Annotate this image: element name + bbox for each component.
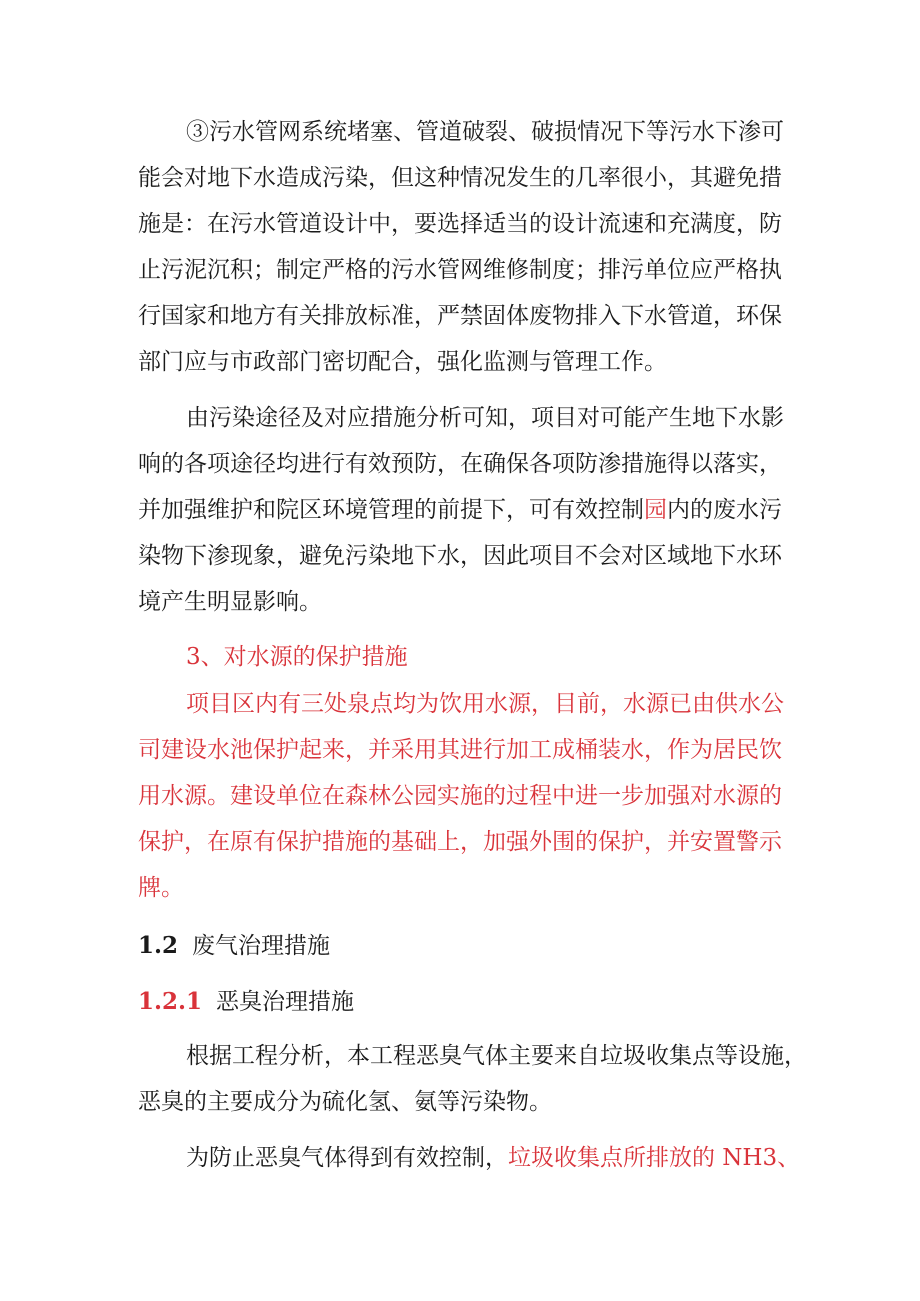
paragraph-line: 境产生明显影响。 — [138, 589, 322, 615]
heading-1-2 — [138, 930, 330, 962]
heading-title: 废气治理措施 — [192, 933, 331, 959]
heading-1-2-1 — [138, 986, 354, 1018]
paragraph-line: 止污泥沉积；制定严格的污水管网维修制度；排污单位应严格执 — [138, 257, 782, 283]
text-segment: 为防止恶臭气体得到有效控制， — [186, 1145, 508, 1171]
paragraph-line: 恶臭的主要成分为硫化氢、氨等污染物。 — [138, 1089, 552, 1115]
heading-number: 1.2.1 — [138, 988, 203, 1015]
paragraph-line: 施是：在污水管道设计中，要选择适当的设计流速和充满度，防 — [138, 211, 782, 237]
paragraph-line: 行国家和地方有关排放标准，严禁固体废物排入下水管道，环保 — [138, 303, 782, 329]
paragraph-line: 根据工程分析，本工程恶臭气体主要来自垃圾收集点等设施， — [186, 1043, 807, 1069]
text-segment: 并加强维护和院区环境管理的前提下，可有效控制 — [138, 497, 644, 523]
heading-number: 1.2 — [138, 932, 179, 959]
paragraph-line: 牌。 — [138, 875, 184, 901]
paragraph-line: 染物下渗现象，避免污染地下水，因此项目不会对区域地下水环 — [138, 543, 782, 569]
paragraph-line: 响的各项途径均进行有效预防，在确保各项防渗措施得以落实， — [138, 451, 782, 477]
paragraph-line: ③污水管网系统堵塞、管道破裂、破损情况下等污水下渗可 — [186, 119, 784, 145]
paragraph-line: 用水源。建设单位在森林公园实施的过程中进一步加强对水源的 — [138, 783, 782, 809]
paragraph-line: 保护，在原有保护措施的基础上，加强外围的保护，并安置警示 — [138, 829, 782, 855]
paragraph-line: 司建设水池保护起来，并采用其进行加工成桶装水，作为居民饮 — [138, 737, 782, 763]
paragraph-line — [186, 1142, 800, 1174]
text-segment: 内的废水污 — [667, 497, 782, 523]
paragraph-line — [138, 494, 782, 526]
paragraph-line: 项目区内有三处泉点均为饮用水源，目前，水源已由供水公 — [186, 691, 784, 717]
paragraph-line: 能会对地下水造成污染，但这种情况发生的几率很小，其避免措 — [138, 165, 782, 191]
paragraph-line: 由污染途径及对应措施分析可知，项目对可能产生地下水影 — [186, 405, 784, 431]
highlighted-text: 垃圾收集点所排放的 NH3、 — [508, 1145, 801, 1171]
highlighted-text: 园 — [644, 497, 667, 523]
section-title: 3、对水源的保护措施 — [186, 644, 408, 670]
paragraph-line: 部门应与市政部门密切配合，强化监测与管理工作。 — [138, 349, 667, 375]
heading-title: 恶臭治理措施 — [216, 989, 355, 1015]
